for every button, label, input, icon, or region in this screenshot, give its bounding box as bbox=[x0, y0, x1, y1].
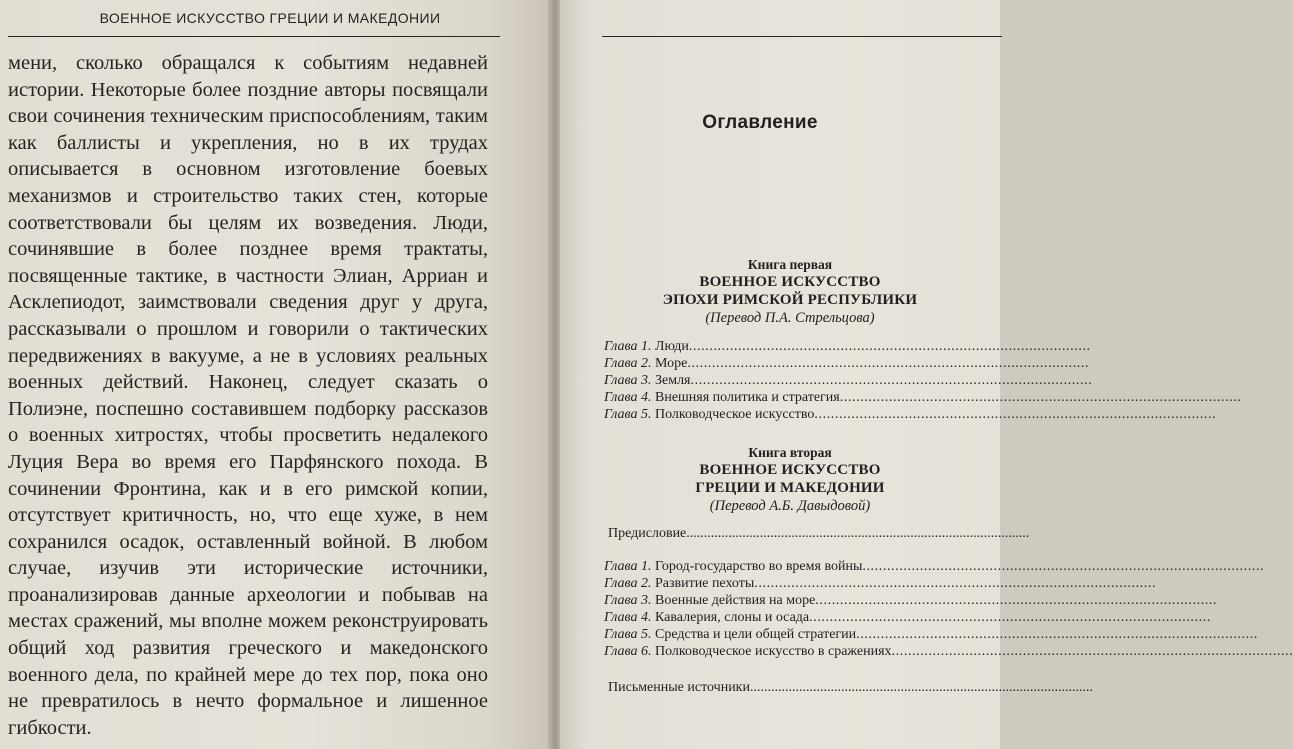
header-rule bbox=[602, 36, 1002, 37]
chapter-title: Военные действия на море bbox=[654, 593, 816, 608]
book1-heading bbox=[590, 256, 990, 327]
toc-row: Глава 4. Внешняя политика и стратегия.................................................................................................. bbox=[604, 390, 1242, 405]
book1-translator: (Перевод П.А. Стрельцова) bbox=[705, 310, 875, 326]
toc-row: Глава 2. Развитие пехоты.................................................................................................. bbox=[604, 576, 1157, 591]
chapter-number: Глава 2. bbox=[604, 356, 652, 371]
chapter-title: Земля bbox=[654, 373, 691, 388]
sources-title: Письменные источники bbox=[608, 680, 750, 695]
book2-translator: (Перевод А.Б. Давыдовой) bbox=[709, 498, 871, 514]
chapter-number: Глава 2. bbox=[604, 576, 652, 591]
running-head: ВОЕННОЕ ИСКУССТВО ГРЕЦИИ И МАКЕДОНИИ bbox=[99, 10, 441, 26]
chapter-title: Полководческое искусство bbox=[654, 407, 815, 422]
toc-row: Глава 1. Люди.................................................................................................. bbox=[604, 339, 1091, 354]
book2-heading bbox=[590, 444, 990, 515]
chapter-title: Люди bbox=[654, 339, 689, 354]
chapter-number: Глава 5. bbox=[604, 627, 652, 642]
header-rule bbox=[8, 36, 500, 37]
book1-chapter-list bbox=[604, 338, 1242, 423]
toc-row: Глава 3. Земля.................................................................................................. bbox=[604, 373, 1093, 388]
toc-row: Глава 5. Полководческое искусство.................................................................................................. bbox=[604, 407, 1217, 422]
chapter-number: Глава 6. bbox=[604, 644, 652, 659]
chapter-title: Средства и цели общей стратегии bbox=[654, 627, 857, 642]
chapter-title: Город-государство во время войны bbox=[654, 559, 863, 574]
left-page bbox=[0, 0, 552, 749]
chapter-number: Глава 1. bbox=[604, 339, 652, 354]
toc-row: Глава 1. Город-государство во время войны.................................................................................................. bbox=[604, 559, 1265, 574]
chapter-title: Полководческое искусство в сражениях bbox=[654, 644, 892, 659]
toc-heading: Оглавление bbox=[702, 112, 818, 133]
book1-title-line1: ВОЕННОЕ ИСКУССТВО bbox=[699, 274, 881, 290]
toc-row: Глава 4. Кавалерия, слоны и осада.................................................................................................. bbox=[604, 610, 1211, 625]
book2-title-line1: ВОЕННОЕ ИСКУССТВО bbox=[699, 462, 881, 478]
book1-label: Книга первая bbox=[747, 257, 833, 272]
book1-title-line2: ЭПОХИ РИМСКОЙ РЕСПУБЛИКИ bbox=[662, 292, 918, 308]
toc-row: Глава 6. Полководческое искусство в сражениях.................................................................................................. bbox=[604, 644, 1293, 659]
chapter-title: Развитие пехоты bbox=[654, 576, 755, 591]
chapter-number: Глава 4. bbox=[604, 610, 652, 625]
toc-row: Глава 5. Средства и цели общей стратегии.................................................................................................. bbox=[604, 627, 1258, 642]
book2-label: Книга вторая bbox=[748, 445, 832, 460]
toc-row-preface: Предисловие.................................................................................................. bbox=[608, 526, 1030, 541]
chapter-number: Глава 4. bbox=[604, 390, 652, 405]
right-page bbox=[560, 0, 1293, 749]
chapter-number: Глава 3. bbox=[604, 593, 652, 608]
book2-chapter-list bbox=[604, 558, 1293, 660]
chapter-title: Внешняя политика и стратегия bbox=[654, 390, 840, 405]
chapter-number: Глава 1. bbox=[604, 559, 652, 574]
preface-title: Предисловие bbox=[608, 526, 687, 541]
chapter-title: Кавалерия, слоны и осада bbox=[654, 610, 810, 625]
book2-title-line2: ГРЕЦИИ И МАКЕДОНИИ bbox=[695, 480, 885, 496]
body-text bbox=[8, 50, 488, 741]
chapter-number: Глава 5. bbox=[604, 407, 652, 422]
chapter-number: Глава 3. bbox=[604, 373, 652, 388]
chapter-title: Море bbox=[654, 356, 688, 371]
toc-row: Глава 3. Военные действия на море.................................................................................................. bbox=[604, 593, 1218, 608]
toc-row-sources: Письменные источники.................................................................................................. bbox=[608, 680, 1093, 695]
toc-row: Глава 2. Море.................................................................................................. bbox=[604, 356, 1090, 371]
body-paragraph: мени, сколько обращался к событиям недавней истории. Некоторые более поздние авторы посвящали свои сочинения техническим приспособлениям, таким как баллисты и укрепления, но в их трудах описывается в основном изготовление боевых механизмов и строительство таких стен, которые соответствовали бы целям их возведения. Люди, сочинявшие в более позднее время трактаты, посвященные тактике, в частности Элиан, Арриан и Асклепиодот, заимствовали сведения друг у друга, рассказывали о прошлом и говорили о тактических передвижениях в вакууме, а не в условиях реальных военных действий. Наконец, следует сказать о Полиэне, поспешно составившем подборку рассказов о военных хитростях, чтобы просветить недалекого Луция Вера во время его Парфянского похода. В сочинении Фронтина, как и в его римской копии, отсутствует критичность, но, что еще хуже, в нем сохранился осадок, оставленный войной. В любом случае, изучив эти исторические источники, проанализировав данные археологии и побывав на местах сражений, мы вполне можем реконструировать общий ход развития греческого и македонского военного дела, по крайней мере до тех пор, пока оно не превратилось в нечто формальное и лишенное гибкости. bbox=[8, 52, 488, 739]
